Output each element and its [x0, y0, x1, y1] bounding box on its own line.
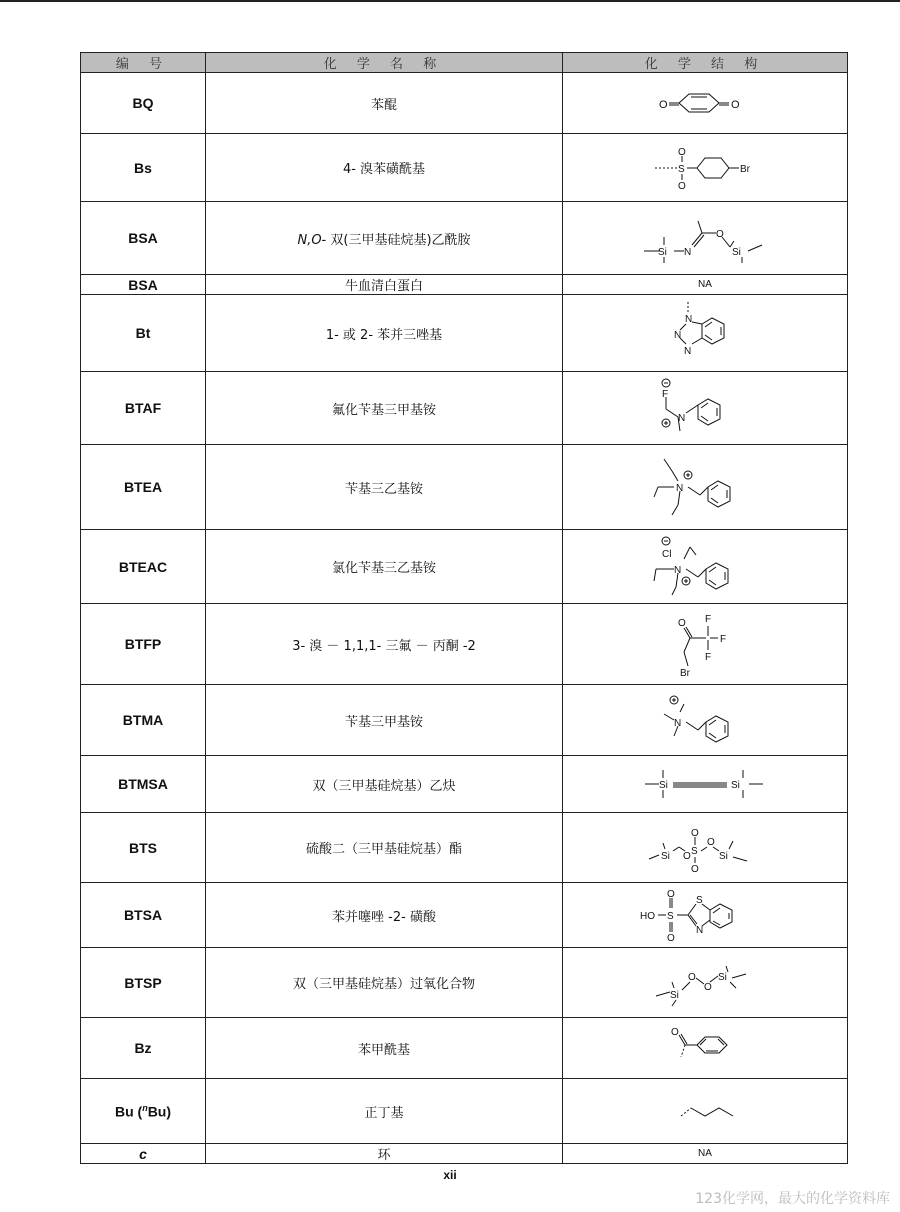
- table-row: [81, 372, 848, 445]
- abbreviation-table: [80, 52, 848, 1164]
- header-structure: 化 学 结 构: [563, 53, 848, 73]
- table-row: [81, 295, 848, 372]
- abbr-cell: BTFP: [81, 604, 206, 685]
- table-row: [81, 948, 848, 1018]
- svg-text:O: O: [704, 981, 712, 993]
- abbr-cell: BTMA: [81, 685, 206, 756]
- name-cell: 苯甲酰基: [206, 1018, 563, 1079]
- abbr-cell: BTAF: [81, 372, 206, 445]
- svg-text:O: O: [678, 146, 686, 158]
- svg-text:O: O: [716, 229, 724, 240]
- name-cell: 苄基三乙基铵: [206, 445, 563, 530]
- name-cell: 1- 或 2- 苯并三唑基: [206, 295, 563, 372]
- svg-text:S: S: [667, 911, 674, 922]
- name-cell: 氯化苄基三乙基铵: [206, 530, 563, 604]
- svg-text:F: F: [662, 389, 669, 400]
- svg-text:O: O: [707, 836, 715, 848]
- name-cell: 牛血清白蛋白: [206, 275, 563, 295]
- svg-text:O: O: [659, 99, 668, 111]
- table-row: [81, 445, 848, 530]
- svg-text:N: N: [684, 346, 692, 357]
- abbr-superscript: n: [142, 1102, 148, 1113]
- svg-text:O: O: [688, 971, 696, 983]
- table-row: [81, 530, 848, 604]
- svg-text:Si: Si: [718, 971, 727, 983]
- name-cell: 3- 溴 － 1,1,1- 三氟 － 丙酮 -2: [206, 604, 563, 685]
- bis-trimethylsilyl-peroxide-structure: [650, 956, 760, 1010]
- svg-text:S: S: [691, 845, 698, 857]
- benzyltriethylammonium-structure: [650, 449, 760, 525]
- abbr-cell: BTEA: [81, 445, 206, 530]
- svg-text:N: N: [696, 925, 704, 936]
- svg-text:F: F: [720, 634, 727, 645]
- name-cell: 苄基三甲基铵: [206, 685, 563, 756]
- svg-text:S: S: [696, 895, 703, 906]
- bis-trimethylsilyl-sulfate-structure: [645, 823, 765, 873]
- abbr-tail: Bu): [147, 1103, 172, 1120]
- name-cell: 正丁基: [206, 1079, 563, 1144]
- abbr-cell: BTSA: [81, 883, 206, 948]
- benzyltrimethylammonium-structure: [650, 692, 760, 748]
- benzotriazolyl-structure: [660, 300, 750, 366]
- table-row: [81, 202, 848, 275]
- table-row: [81, 1144, 848, 1164]
- svg-text:O: O: [667, 889, 675, 900]
- abbr-cell: BTEAC: [81, 530, 206, 604]
- table-row: [81, 134, 848, 202]
- bromotrifluoropropanone-structure: [650, 608, 760, 680]
- svg-text:Cl: Cl: [662, 548, 672, 560]
- abbr-cell: BSA: [81, 275, 206, 295]
- abbr-text: Bu (: [114, 1103, 143, 1120]
- svg-text:Si: Si: [659, 780, 668, 791]
- abbr-cell: Bz: [81, 1018, 206, 1079]
- table-row: [81, 1018, 848, 1079]
- abbr-cell: BTSP: [81, 948, 206, 1018]
- name-cell: 硫酸二（三甲基硅烷基）酯: [206, 813, 563, 883]
- svg-text:O: O: [691, 863, 699, 873]
- name-cell: 氟化苄基三甲基铵: [206, 372, 563, 445]
- svg-text:Br: Br: [680, 668, 690, 679]
- abbr-cell: Bs: [81, 134, 206, 202]
- watermark-footer: 123化学网，最大的化学资料库: [695, 1191, 890, 1207]
- bis-trimethylsilyl-acetamide-structure: [630, 211, 780, 265]
- table-row: [81, 73, 848, 134]
- table-row: [81, 756, 848, 813]
- benzyltrimethylammonium-fluoride-structure: [650, 375, 760, 441]
- svg-text:O: O: [667, 933, 675, 942]
- structure-na: NA: [563, 275, 848, 295]
- bromobenzenesulfonyl-structure: [635, 144, 775, 192]
- bis-trimethylsilyl-acetylene-structure: [635, 762, 775, 806]
- name-cell: 双（三甲基硅烷基）乙炔: [206, 756, 563, 813]
- table-row: [81, 604, 848, 685]
- benzothiazole-sulfonic-acid-structure: [640, 888, 770, 942]
- svg-text:N: N: [684, 247, 692, 258]
- svg-text:HO: HO: [640, 911, 655, 922]
- svg-text:Si: Si: [661, 850, 670, 862]
- svg-text:F: F: [705, 614, 712, 625]
- structure-na: NA: [563, 1144, 848, 1164]
- n-butyl-structure: [655, 1094, 755, 1128]
- name-cell: 苯并噻唑 -2- 磺酸: [206, 883, 563, 948]
- svg-text:N: N: [685, 314, 693, 325]
- svg-text:N: N: [676, 483, 684, 494]
- abbr-cell: [81, 1079, 206, 1144]
- table-row: [81, 275, 848, 295]
- abbr-cell: BTS: [81, 813, 206, 883]
- benzyltriethylammonium-chloride-structure: [650, 533, 760, 601]
- name-text: 双(三甲基硅烷基)乙酰胺: [326, 232, 471, 248]
- table-row: [81, 1079, 848, 1144]
- abbr-cell: BSA: [81, 202, 206, 275]
- name-cell: 环: [206, 1144, 563, 1164]
- svg-text:F: F: [705, 652, 712, 663]
- name-cell: 苯醌: [206, 73, 563, 134]
- svg-text:O: O: [731, 99, 740, 111]
- svg-text:O: O: [678, 180, 686, 192]
- svg-text:Si: Si: [670, 989, 679, 1001]
- abbr-cell: BTMSA: [81, 756, 206, 813]
- abbr-cell: BQ: [81, 73, 206, 134]
- svg-text:N: N: [674, 718, 682, 729]
- table-row: [81, 813, 848, 883]
- benzoquinone-structure: [645, 88, 765, 118]
- svg-text:N: N: [674, 564, 682, 576]
- name-cell: 双（三甲基硅烷基）过氧化合物: [206, 948, 563, 1018]
- svg-text:Si: Si: [719, 850, 728, 862]
- svg-text:Si: Si: [732, 247, 741, 258]
- svg-text:N: N: [678, 413, 686, 424]
- svg-text:S: S: [678, 163, 685, 175]
- header-abbr: 编 号: [81, 53, 206, 73]
- top-rule: [0, 0, 900, 2]
- table-row: [81, 685, 848, 756]
- svg-text:O: O: [691, 827, 699, 839]
- table-header-row: [81, 53, 848, 73]
- svg-text:O: O: [683, 850, 691, 862]
- name-cell: [206, 202, 563, 275]
- svg-text:Si: Si: [658, 247, 667, 258]
- name-italic-prefix: N,O-: [297, 232, 327, 248]
- svg-text:Br: Br: [740, 163, 750, 175]
- svg-text:N: N: [674, 330, 682, 341]
- abbr-cell: c: [81, 1144, 206, 1164]
- table-row: [81, 883, 848, 948]
- svg-text:O: O: [671, 1027, 679, 1038]
- svg-text:O: O: [678, 618, 686, 629]
- header-name: 化 学 名 称: [206, 53, 563, 73]
- name-cell: 4- 溴苯磺酰基: [206, 134, 563, 202]
- page-number: xii: [443, 1168, 457, 1182]
- abbr-cell: Bt: [81, 295, 206, 372]
- svg-text:Si: Si: [731, 780, 740, 791]
- benzoyl-structure: [655, 1023, 755, 1073]
